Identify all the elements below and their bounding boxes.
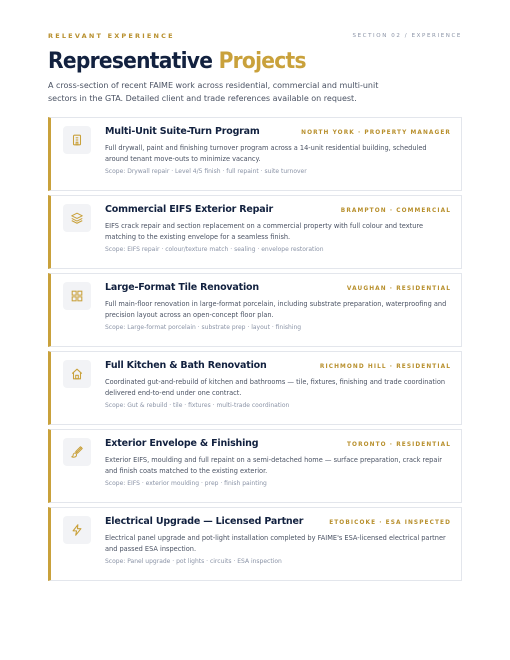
project-card (48, 273, 462, 347)
project-description: Exterior EIFS, moulding and full repaint on a semi-detached home — surface preparation, crack repair and finish coats matched to the existing exterior. (105, 456, 442, 475)
project-title: Multi-Unit Suite-Turn Program (105, 126, 260, 137)
project-description: Full main-floor renovation in large-format porcelain, including substrate preparation, waterproofing and precision layout across an open-concept floor plan. (105, 300, 447, 319)
project-scope: Scope: Gut & rebuild · tile · fixtures · multi-trade coordination (105, 402, 290, 409)
section-tag: SECTION 02 / EXPERIENCE (352, 33, 462, 39)
project-card (48, 429, 462, 503)
project-location: BRAMPTON · COMMERCIAL (340, 208, 451, 214)
project-location: RICHMOND HILL · RESIDENTIAL (319, 364, 451, 370)
project-scope: Scope: Drywall repair · Level 4/5 finish · full repaint · suite turnover (105, 168, 307, 175)
project-card (48, 351, 462, 425)
intro-paragraph: A cross-section of recent FAIME work across residential, commercial and multi-unit sectors in the GTA. Detailed client and trade references available on request. (48, 81, 379, 103)
grid-icon (63, 282, 91, 310)
project-description: Full drywall, paint and finishing turnover program across a 14-unit residential building, scheduled around tenant move-outs to minimize vacancy. (105, 144, 427, 163)
project-scope: Scope: EIFS repair · colour/texture match · sealing · envelope restoration (105, 246, 324, 253)
section-kicker: RELEVANT EXPERIENCE (48, 32, 175, 40)
project-location: TORONTO · RESIDENTIAL (346, 442, 451, 448)
project-title: Exterior Envelope & Finishing (105, 438, 259, 449)
page-title (48, 50, 429, 74)
project-description: Coordinated gut-and-rebuild of kitchen and bathrooms — tile, fixtures, finishing and trade coordination delivered end-to-end under one contract. (105, 378, 446, 397)
project-location: NORTH YORK · PROPERTY MANAGER (301, 130, 451, 136)
project-title: Full Kitchen & Bath Renovation (105, 360, 267, 371)
project-title: Commercial EIFS Exterior Repair (105, 204, 274, 215)
project-location: VAUGHAN · RESIDENTIAL (346, 286, 451, 292)
project-description: EIFS crack repair and section replacement on a commercial property with full colour and texture matching to the existing envelope for a seamless finish. (105, 222, 424, 241)
project-card (48, 117, 462, 191)
home-icon (63, 360, 91, 388)
project-location: ETOBICOKE · ESA INSPECTED (329, 520, 451, 526)
project-list (48, 117, 462, 581)
project-scope: Scope: Panel upgrade · pot lights · circuits · ESA inspection (105, 558, 282, 565)
project-scope: Scope: Large-format porcelain · substrate prep · layout · finishing (105, 324, 302, 331)
project-title: Electrical Upgrade — Licensed Partner (105, 516, 304, 527)
building-icon (63, 126, 91, 154)
project-scope: Scope: EIFS · exterior moulding · prep · finish painting (105, 480, 267, 487)
project-card (48, 195, 462, 269)
project-title: Large-Format Tile Renovation (105, 282, 259, 293)
top-bar (48, 30, 462, 42)
project-card (48, 507, 462, 581)
lightning-icon (63, 516, 91, 544)
paintbrush-icon (63, 438, 91, 466)
project-description: Electrical panel upgrade and pot-light installation completed by FAIME's ESA-licensed electrical partner and passed ESA inspection. (105, 534, 446, 553)
page-title-part1: Representative (48, 49, 213, 74)
page-title-part2: Projects (218, 49, 306, 74)
layers-icon (63, 204, 91, 232)
